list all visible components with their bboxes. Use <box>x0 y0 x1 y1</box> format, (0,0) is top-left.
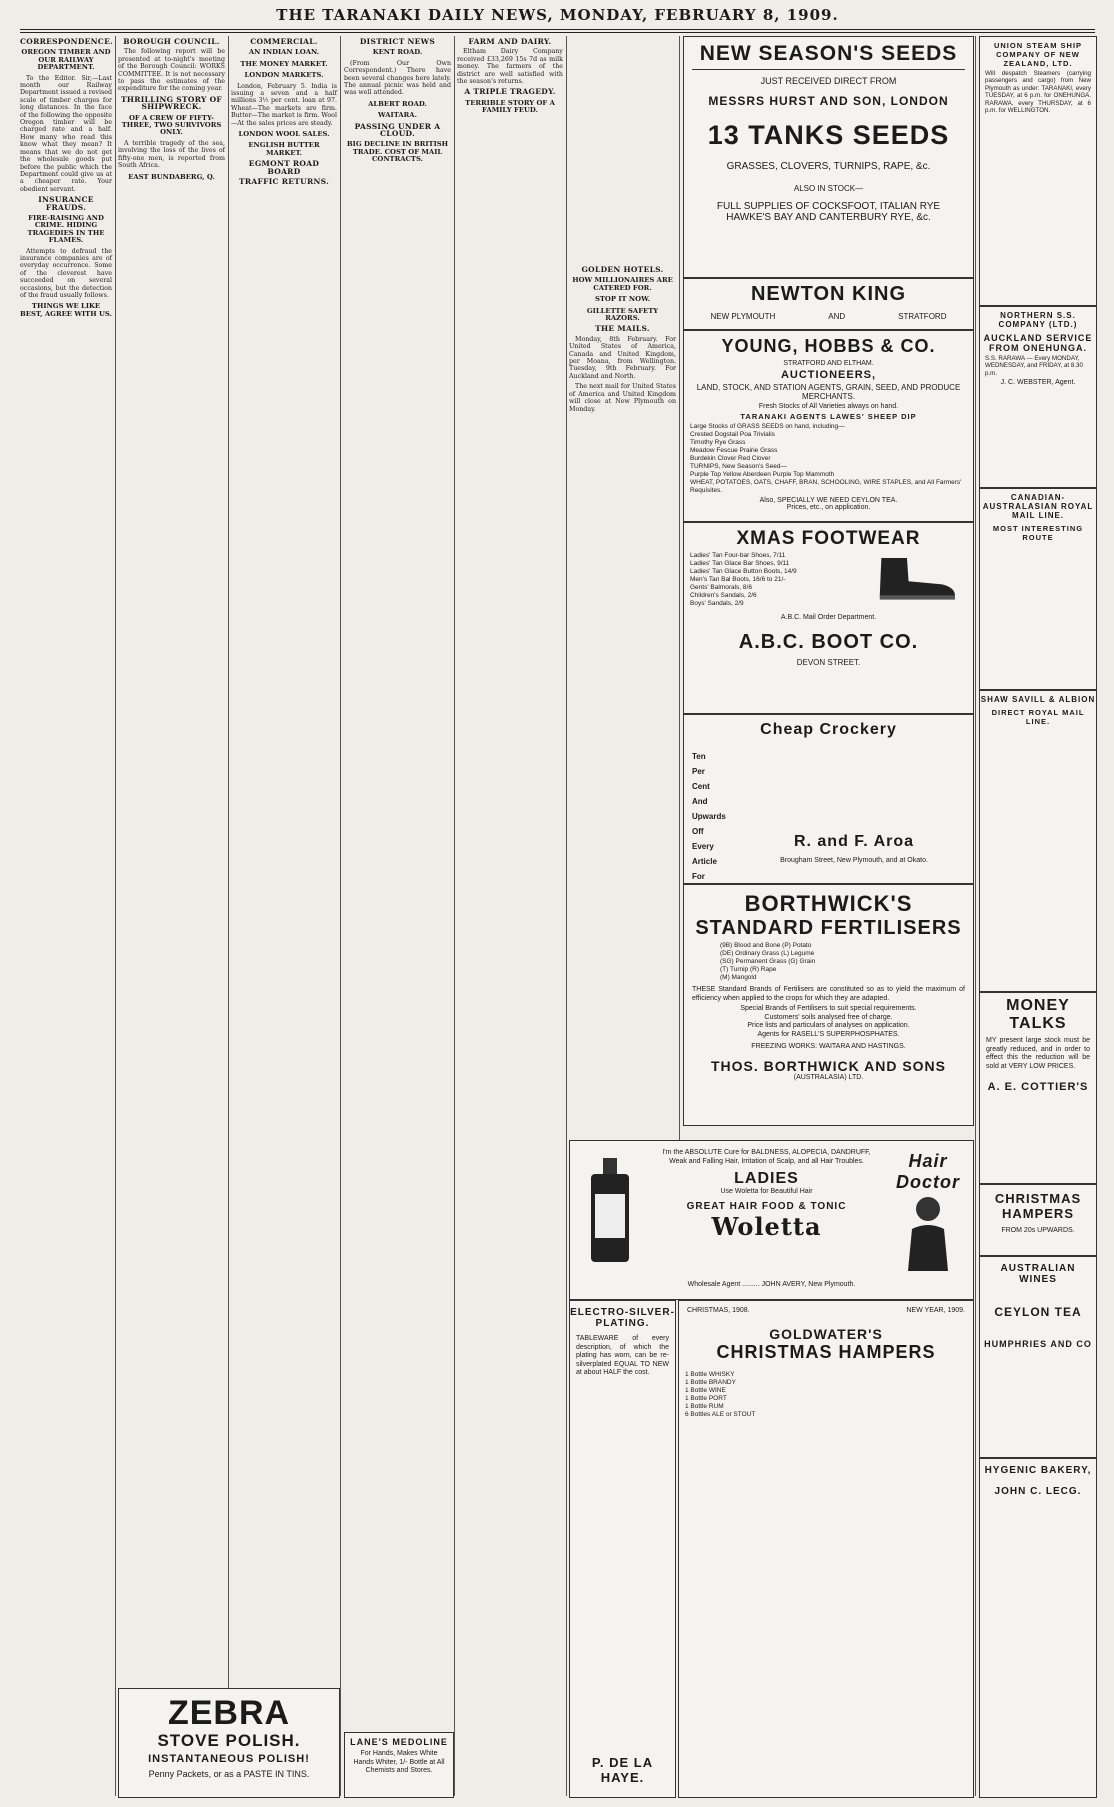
ad-body: TABLEWARE of every description, of which the plating has worn, can be re-silverplated EQUAL TO NEW at about HALF the cost. <box>576 1335 669 1376</box>
article-heading: KENT ROAD. <box>372 48 423 57</box>
wines-ad <box>979 1256 1097 1458</box>
list-item: Purple Top Yellow Aberdeen Purple Top Mammoth <box>690 471 835 478</box>
place-and: AND <box>828 312 846 321</box>
seeds-line: MESSRS HURST AND SON, LONDON <box>708 94 949 108</box>
ad-line: DEVON STREET. <box>796 658 861 667</box>
article-heading: THE MONEY MARKET. <box>240 59 328 68</box>
cheap-crockery-ad <box>683 714 974 884</box>
column-correspondence <box>20 36 112 1796</box>
place: STRATFORD <box>898 312 947 321</box>
list-item: 1 Bottle BRANDY <box>685 1379 736 1386</box>
woletta-brand: Woletta <box>711 1211 822 1241</box>
side-word: Per <box>692 767 705 776</box>
newton-king-ad <box>683 278 974 330</box>
article-heading: THINGS WE LIKE BEST, AGREE WITH US. <box>20 302 112 318</box>
young-hobbs-name: YOUNG, HOBBS & CO. <box>721 336 936 356</box>
ad-line: Customers' soils analysed free of charge. <box>764 1013 893 1021</box>
ladies-label: LADIES <box>734 1170 799 1187</box>
shaw-savill-ad <box>979 690 1097 992</box>
zebra-tagline: INSTANTANEOUS POLISH! <box>148 1753 310 1765</box>
money-text: MY present large stock must be greatly reduced, and in order to effect this the reduction will be sold at VERY LOW PRICES. <box>986 1037 1090 1070</box>
crockery-address: Brougham Street, New Plymouth, and at Okato. <box>780 857 928 864</box>
bottle-icon <box>570 1141 650 1281</box>
zebra-title: ZEBRA <box>167 1694 291 1732</box>
humphries-title: HUMPHRIES AND CO <box>984 1339 1092 1349</box>
electro-title: ELECTRO-SILVER-PLATING. <box>570 1307 675 1329</box>
seeds-big: 13 TANKS SEEDS <box>707 120 950 150</box>
abc-boot-name: A.B.C. BOOT CO. <box>738 631 919 653</box>
list-item: (SG) Permanent Grass (G) Grain <box>720 958 816 965</box>
mail-schedule: Monday, 8th February. For United States of America, Canada and United Kingdom, per Moana, from Wellington. Tuesday, 9th February. For Auckland and North. <box>569 335 676 380</box>
shaw-title: SHAW SAVILL & ALBION <box>980 695 1096 704</box>
column-divider <box>228 36 229 1796</box>
seeds-line: JUST RECEIVED DIRECT FROM <box>760 76 897 86</box>
northern-title: NORTHERN S.S. COMPANY (LTD.) <box>998 311 1078 329</box>
crockery-side-text <box>692 749 728 899</box>
electro-name: P. DE LA HAYE. <box>591 1755 654 1785</box>
list-item: Ladies' Tan Glace Bar Shoes, 9/11 <box>690 560 790 567</box>
ad-date: CHRISTMAS, 1908. <box>687 1307 750 1314</box>
list-item: Burdekin Clover Red Clover <box>690 455 771 462</box>
article-heading: EGMONT ROAD BOARD <box>248 159 320 176</box>
lanes-text: For Hands, Makes White Hands Whiter, 1/- Bottle at All Chemists and Stores. <box>353 1750 445 1774</box>
xmas-title: XMAS FOOTWEAR <box>736 528 921 549</box>
divider <box>692 69 965 70</box>
section-heading: THE MAILS. <box>595 324 650 334</box>
column-district-news <box>344 36 451 1666</box>
list-item: (9B) Blood and Bone (P) Potato <box>720 942 812 949</box>
article-text: Attempts to defraud the insurance companies are of everyday occurrence. Some of the cleverest have succeeded on several occasions, but the detection of the fraud usually follows. <box>20 247 112 299</box>
young-hobbs-list <box>684 421 973 497</box>
column-divider <box>975 36 976 1796</box>
ad-line: Use Woletta for Beautiful Hair <box>720 1188 813 1195</box>
list-item: WHEAT, POTATOES, OATS, CHAFF, BRAN, SCHOOLING, WIRE STAPLES, and All Farmers' Requisites. <box>690 479 962 494</box>
side-word: Article <box>692 857 717 866</box>
section-heading: DISTRICT NEWS <box>359 37 436 46</box>
column-farm-and-dairy <box>457 36 563 1666</box>
goldwater-name: GOLDWATER'S <box>769 1326 883 1342</box>
electro-plating-ad <box>569 1300 676 1798</box>
ad-line: A.B.C. Mail Order Department. <box>780 614 877 621</box>
ad-line: Wholesale Agent ......... JOHN AVERY, New Plymouth. <box>687 1281 856 1288</box>
shipping-title: UNION STEAM SHIP COMPANY OF NEW ZEALAND, LTD. <box>993 41 1083 68</box>
ad-body: THESE Standard Brands of Fertilisers are constituted so as to yield the maximum of efficiency when applied to the crops for which they are adapted. <box>692 986 965 1002</box>
article-heading: TRAFFIC RETURNS. <box>238 177 330 187</box>
seeds-line: FULL SUPPLIES OF COCKSFOOT, ITALIAN RYE HAWKE'S BAY AND CANTERBURY RYE, &c. <box>716 201 941 223</box>
goldwater-ad <box>678 1300 974 1798</box>
side-word: Every <box>692 842 714 851</box>
article-heading: WAITARA. <box>378 111 417 120</box>
article-text: A terrible tragedy of the sea, involving the loss of the lives of fifty-one men, is reported from South Africa. <box>118 139 225 170</box>
article-heading: GILLETTE SAFETY RAZORS. <box>586 306 659 323</box>
zebra-stove-polish-ad <box>118 1688 340 1798</box>
hygenic-bakery-ad <box>979 1458 1097 1798</box>
list-item: 6 Bottles ALE or STOUT <box>685 1411 756 1418</box>
ad-line: Weak and Falling Hair, Irritation of Scalp, and all Hair Troubles. <box>669 1157 864 1165</box>
column-divider <box>115 36 116 1796</box>
article-heading: STOP IT NOW. <box>594 295 651 304</box>
crockery-name: R. and F. Aroa <box>793 833 915 850</box>
union-steam-ship-ad <box>979 36 1097 306</box>
list-item: TURNIPS, New Season's Seed— <box>690 463 787 470</box>
side-word: Upwards <box>692 812 726 821</box>
article-text: (From Our Own Correspondent.) There have been several changes here lately. The annual picnic was held and was well attended. <box>344 59 451 97</box>
list-item: Timothy Rye Grass <box>690 439 746 446</box>
list-item: (M) Mangold <box>720 974 757 981</box>
wines-title: AUSTRALIAN WINES <box>1000 1263 1076 1285</box>
northern-agent: J. C. WEBSTER, Agent. <box>1000 379 1076 387</box>
shaw-sub: DIRECT ROYAL MAIL LINE. <box>991 708 1085 726</box>
section-heading: BOROUGH COUNCIL. <box>123 37 220 46</box>
list-item: (DE) Ordinary Grass (L) Legume <box>720 950 815 957</box>
mail-note: The next mail for United States of America and United Kingdom will close at New Plymouth on Monday. <box>569 383 676 413</box>
article-text: To the Editor. Sir,—Last month our Railway Department issued a revised scale of timber charges for long distances. In the face of the following the opposite Oregon timber will be charged rate and a half. How many who read this know what they mean? It means that we do not get the wholesale goods put before the public which the Department could give us at a cheaper rate. Your obedient servant. <box>20 74 112 193</box>
article-heading: ENGLISH BUTTER MARKET. <box>248 141 320 157</box>
borthwick-fertilisers-ad <box>683 884 974 1126</box>
list-item: 1 Bottle PORT <box>685 1395 727 1402</box>
column-golden-hotels <box>569 36 676 1176</box>
ad-line: (AUSTRALASIA) LTD. <box>793 1073 864 1081</box>
borthwick-head2: STANDARD FERTILISERS <box>695 917 962 939</box>
article-subheading: FIRE-RAISING AND CRIME. HIDING TRAGEDIES IN THE FLAMES. <box>27 213 105 245</box>
shipping-text: Will despatch Steamers (carrying passengers and cargo) from New Plymouth as under: TARANAKI, every TUESDAY, at 6 p.m. for ONEHUNGA. RARAWA, every THURSDAY, at 6 p.m. for WELLINGTON. <box>985 70 1091 115</box>
zebra-subtitle: STOVE POLISH. <box>157 1731 301 1750</box>
article-heading: LONDON MARKETS. <box>244 71 324 80</box>
tea-title: CEYLON TEA <box>994 1305 1082 1319</box>
list-item: 1 Bottle RUM <box>685 1403 724 1410</box>
seeds-line: GRASSES, CLOVERS, TURNIPS, RAPE, &c. <box>726 161 931 172</box>
article-heading: LONDON WOOL SALES. <box>238 130 330 139</box>
hampers-title: CHRISTMAS HAMPERS <box>994 1191 1082 1221</box>
northern-sub: AUCKLAND SERVICE FROM ONEHUNGA. <box>983 333 1093 353</box>
side-word: And <box>692 797 708 806</box>
goldwater-title: CHRISTMAS HAMPERS <box>716 1342 936 1362</box>
article-heading: A TRIPLE TRAGEDY. <box>464 87 556 97</box>
article-heading: INSURANCE FRAUDS. <box>38 195 94 212</box>
doctor-figure-icon <box>898 1193 958 1273</box>
canadian-title: CANADIAN-AUSTRALASIAN ROYAL MAIL LINE. <box>982 493 1094 520</box>
seeds-ad <box>683 36 974 278</box>
fertiliser-list <box>714 940 973 984</box>
canadian-sub: MOST INTERESTING ROUTE <box>992 524 1084 542</box>
ad-line: I'm the ABSOLUTE Cure for BALDNESS, ALOPECIA, DANDRUFF, <box>662 1149 871 1156</box>
column-divider <box>566 36 567 1796</box>
ad-line: Special Brands of Fertilisers to suit special requirements. <box>740 1005 917 1012</box>
woletta-ad <box>569 1140 974 1300</box>
bakery-owner: JOHN C. LECG. <box>994 1486 1082 1497</box>
list-item: Men's Tan Bal Boots, 16/6 to 21/- <box>690 576 786 583</box>
side-word: Off <box>692 827 704 836</box>
side-word: Ten <box>692 752 706 761</box>
article-heading: ALBERT ROAD. <box>368 99 427 108</box>
northern-text: S.S. RARAWA — Every MONDAY, WEDNESDAY, and FRIDAY, at 8.30 p.m. <box>985 355 1083 377</box>
canadian-line-ad <box>979 488 1097 690</box>
ad-line: Also, SPECIALLY WE NEED CEYLON TEA. <box>759 497 898 504</box>
column-divider <box>340 36 341 1796</box>
list-item: 1 Bottle WHISKY <box>685 1371 735 1378</box>
list-item: Ladies' Tan Glace Button Boots, 14/9 <box>690 568 797 575</box>
christmas-hampers-ad <box>979 1184 1097 1256</box>
article-heading: THRILLING STORY OF SHIPWRECK. <box>120 94 223 112</box>
article-text: London, February 5. India is issuing a seven and a half millions 3½ per cent. loan at 97. Wheat—The markets are firm. Butter—The market is firm. Wool—At the sales prices are steady. <box>231 82 337 127</box>
masthead-rule <box>20 29 1095 30</box>
list-item: (T) Turnip (R) Rape <box>720 966 777 973</box>
xmas-footwear-ad <box>683 522 974 714</box>
section-heading: FARM AND DAIRY. <box>468 37 552 46</box>
ad-line: STRATFORD AND ELTHAM. <box>783 360 874 367</box>
hampers-from: FROM 20s UPWARDS. <box>1001 1227 1075 1234</box>
list-item: Meadow Fescue Prairie Grass <box>690 447 778 454</box>
hamper-list <box>679 1369 831 1421</box>
newton-king-places <box>684 312 973 321</box>
article-subheading: BIG DECLINE IN BRITISH TRADE. COST OF MAIL CONTRACTS. <box>346 140 449 164</box>
ad-line: Fresh Stocks of All Varieties always on hand. <box>758 403 899 410</box>
side-word: For <box>692 872 705 881</box>
section-heading: COMMERCIAL. <box>250 37 318 46</box>
northern-ss-ad <box>979 306 1097 488</box>
bakery-title: HYGENIC BAKERY, <box>984 1465 1092 1476</box>
article-subheading: TERRIBLE STORY OF A FAMILY FEUD. <box>465 98 555 115</box>
masthead-rule-2 <box>20 32 1095 33</box>
article-subheading: OF A CREW OF FIFTY-THREE, TWO SURVIVORS ONLY. <box>121 113 222 137</box>
article-heading: AN INDIAN LOAN. <box>248 48 320 57</box>
cottier-name: A. E. COTTIER'S <box>987 1081 1089 1093</box>
boot-icon <box>854 554 973 602</box>
ad-line: Price lists and particulars of analyses on application. <box>747 1022 910 1029</box>
money-talks-ad <box>979 992 1097 1184</box>
article-text: Eltham Dairy Company received £33,269 15s 7d as milk money. The farmers of the district are well satisfied with the season's returns. <box>457 48 563 86</box>
ad-line: LAND, STOCK, AND STATION AGENTS, GRAIN, SEED, AND PRODUCE MERCHANTS. <box>696 383 961 401</box>
seeds-line: ALSO IN STOCK— <box>793 184 864 193</box>
borthwick-head: BORTHWICK'S <box>744 891 913 916</box>
ad-line: GREAT HAIR FOOD & TONIC <box>686 1200 847 1212</box>
article-heading: PASSING UNDER A CLOUD. <box>354 121 441 139</box>
lanes-medoline-ad <box>344 1732 454 1798</box>
list-item: Large Stocks of GRASS SEEDS on hand, including— <box>690 423 845 430</box>
article-text: The following report will be presented at to-night's meeting of the Borough Council: WORKS COMMITTEE. It is not necessary to pass the estimates of the expenditure for the coming year. <box>118 48 225 93</box>
list-item: Ladies' Tan Four-bar Shoes, 7/11 <box>690 552 786 559</box>
list-item: Gents' Balmorals, 8/6 <box>690 584 752 591</box>
column-borough-council <box>118 36 225 1691</box>
article-heading: GOLDEN HOTELS. <box>581 265 664 274</box>
ad-line: TARANAKI AGENTS LAWES' SHEEP DIP <box>740 412 917 421</box>
article-heading: OREGON TIMBER AND OUR RAILWAY DEPARTMENT. <box>21 48 111 72</box>
borthwick-name: THOS. BORTHWICK AND SONS <box>710 1057 947 1074</box>
seeds-title: NEW SEASON'S SEEDS <box>699 42 958 65</box>
side-word: Cent <box>692 782 710 791</box>
hair-doctor-label: Hair Doctor <box>896 1151 960 1192</box>
footwear-list <box>684 550 854 610</box>
list-item: Children's Sandals, 2/6 <box>690 592 757 599</box>
crockery-title: Cheap Crockery <box>760 721 897 738</box>
ad-line: FREEZING WORKS: WAITARA AND HASTINGS. <box>751 1043 906 1050</box>
list-item: Boys' Sandals, 2/9 <box>690 600 744 607</box>
young-hobbs-ad <box>683 330 974 522</box>
ad-line: Prices, etc., on application. <box>786 504 871 511</box>
column-commercial <box>231 36 337 1666</box>
article-heading: EAST BUNDABERG, Q. <box>128 172 215 181</box>
column-divider <box>454 36 455 1796</box>
masthead: THE TARANAKI DAILY NEWS, MONDAY, FEBRUARY 8, 1909. <box>276 6 839 24</box>
article-subheading: HOW MILLIONAIRES ARE CATERED FOR. <box>572 276 673 292</box>
list-item: 1 Bottle WINE <box>685 1387 726 1394</box>
lanes-title: LANE'S MEDOLINE <box>350 1737 448 1747</box>
list-item: Crested Dogstail Poa Trivialis <box>690 431 775 438</box>
ad-line: Agents for RASELL'S SUPERPHOSPHATES. <box>757 1030 900 1038</box>
place: NEW PLYMOUTH <box>710 312 776 321</box>
newton-king-name: NEWTON KING <box>750 283 907 305</box>
ad-line: AUCTIONEERS, <box>780 369 877 381</box>
money-title: MONEY TALKS <box>1006 997 1070 1032</box>
zebra-footer: Penny Packets, or as a PASTE IN TINS. <box>148 1769 310 1779</box>
ad-date: NEW YEAR, 1909. <box>906 1307 965 1314</box>
section-heading: CORRESPONDENCE. <box>20 37 114 46</box>
